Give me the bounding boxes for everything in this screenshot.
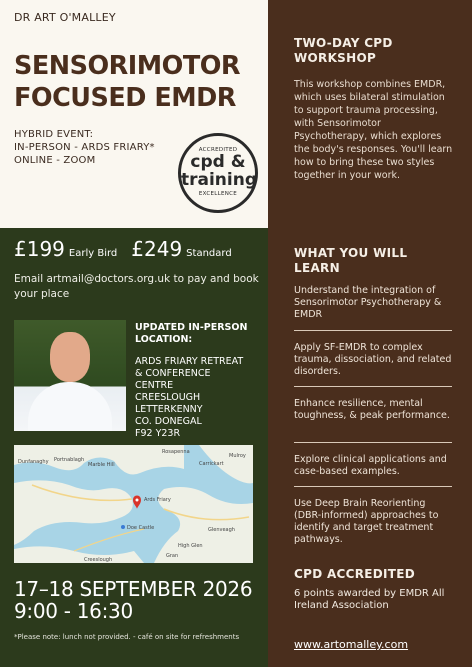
location-header-line: UPDATED IN-PERSON [135,322,248,333]
location-header [135,322,247,346]
address-line: CREESLOUGH [135,392,201,403]
map-label: Rosapenna [162,449,190,455]
hybrid-info [14,128,155,167]
address-line: ARDS FRIARY RETREAT [135,356,244,367]
cpd-workshop-section [294,36,454,182]
location-header-line: LOCATION: [135,334,193,345]
learn-divider [294,486,452,487]
cpd-header-line: TWO-DAY CPD [294,36,393,50]
map-label: Mulroy [229,453,246,459]
early-bird-price: £199 [14,237,65,261]
badge-line2: training [181,170,258,190]
address-line: LETTERKENNY [135,404,203,415]
map-label: Carrickart [199,461,224,467]
map-label: Portnablagh [54,457,85,463]
map-label: Glenveagh [208,527,235,533]
map-label: Doe Castle [127,525,155,531]
badge-top-text: ACCREDITED [198,147,238,153]
standard-price: £249 [131,237,183,261]
address-line: CO. DONEGAL [135,416,202,427]
map-label: Gran [166,553,179,559]
map-label: Dunfanaghy [18,459,49,465]
event-times: 9:00 - 16:30 [14,599,133,623]
cpd-training-badge [178,133,258,213]
cpd-header-line: WORKSHOP [294,51,377,65]
learn-divider [294,442,452,443]
venue-address [135,356,247,440]
website-link[interactable]: www.artomalley.com [294,638,409,651]
presenter-photo [14,320,126,431]
address-line: F92 Y23R [135,428,181,439]
learn-header [294,246,454,276]
title-line-2: FOCUSED EMDR [14,83,236,113]
map-label: High Glen [178,543,203,549]
pricing [14,237,246,261]
map-label: Ards Friary [144,497,171,503]
learn-section [294,246,454,276]
hybrid-line: IN-PERSON - ARDS FRIARY* [14,142,155,153]
event-title [14,50,240,114]
event-date-range: 17–18 SEPTEMBER 2026 [14,577,253,601]
booking-email-text: Email artmail@doctors.org.uk to pay and book your place [14,273,259,300]
learn-item: Explore clinical applications and case-based examples. [294,454,447,477]
early-bird-label: Early Bird [68,248,118,259]
learn-item: Apply SF-EMDR to complex trauma, dissociation, and related disorders. [294,342,452,377]
learn-header-line: WHAT YOU WILL [294,246,408,260]
accredited-header: CPD ACCREDITED [294,567,416,581]
learn-item: Use Deep Brain Reorienting (DBR-informed) approaches to identify and target treatment pathways. [294,498,439,545]
cpd-header [294,36,454,66]
photo-face [50,332,90,382]
hybrid-line: ONLINE - ZOOM [14,155,96,166]
workshop-intro: This workshop combines EMDR, which uses bilateral stimulation to support trauma processing, with Sensorimotor Psychotherapy, which explores the body's responses. You'll learn how to bring these two styles together in your work. [294,79,453,181]
venue-location [135,322,247,440]
badge-line1: cpd & [190,152,246,172]
learn-header-line: LEARN [294,261,340,275]
map-label: Creeslough [84,557,113,563]
learn-divider [294,386,452,387]
address-line: CENTRE [135,380,174,391]
accredited-text: 6 points awarded by EMDR All Ireland Association [294,588,445,611]
learn-item: Enhance resilience, mental toughness, & peak performance. [294,398,450,421]
learn-divider [294,330,452,331]
lunch-note: *Please note: lunch not provided. - café on site for refreshments [14,633,240,641]
cpd-accredited-section [294,567,454,612]
standard-label: Standard [186,248,232,259]
venue-map[interactable] [14,445,253,563]
learn-item: Understand the integration of Sensorimotor Psychotherapy & EMDR [294,285,442,320]
map-label: Marble Hill [88,462,115,468]
event-dates [14,578,252,622]
title-line-1: SENSORIMOTOR [14,51,241,81]
author-name: DR ART O'MALLEY [14,11,116,24]
hybrid-line: HYBRID EVENT: [14,129,94,140]
photo-shirt [28,382,112,431]
address-line: & CONFERENCE [135,368,211,379]
badge-bottom-text: EXCELLENCE [198,191,238,197]
